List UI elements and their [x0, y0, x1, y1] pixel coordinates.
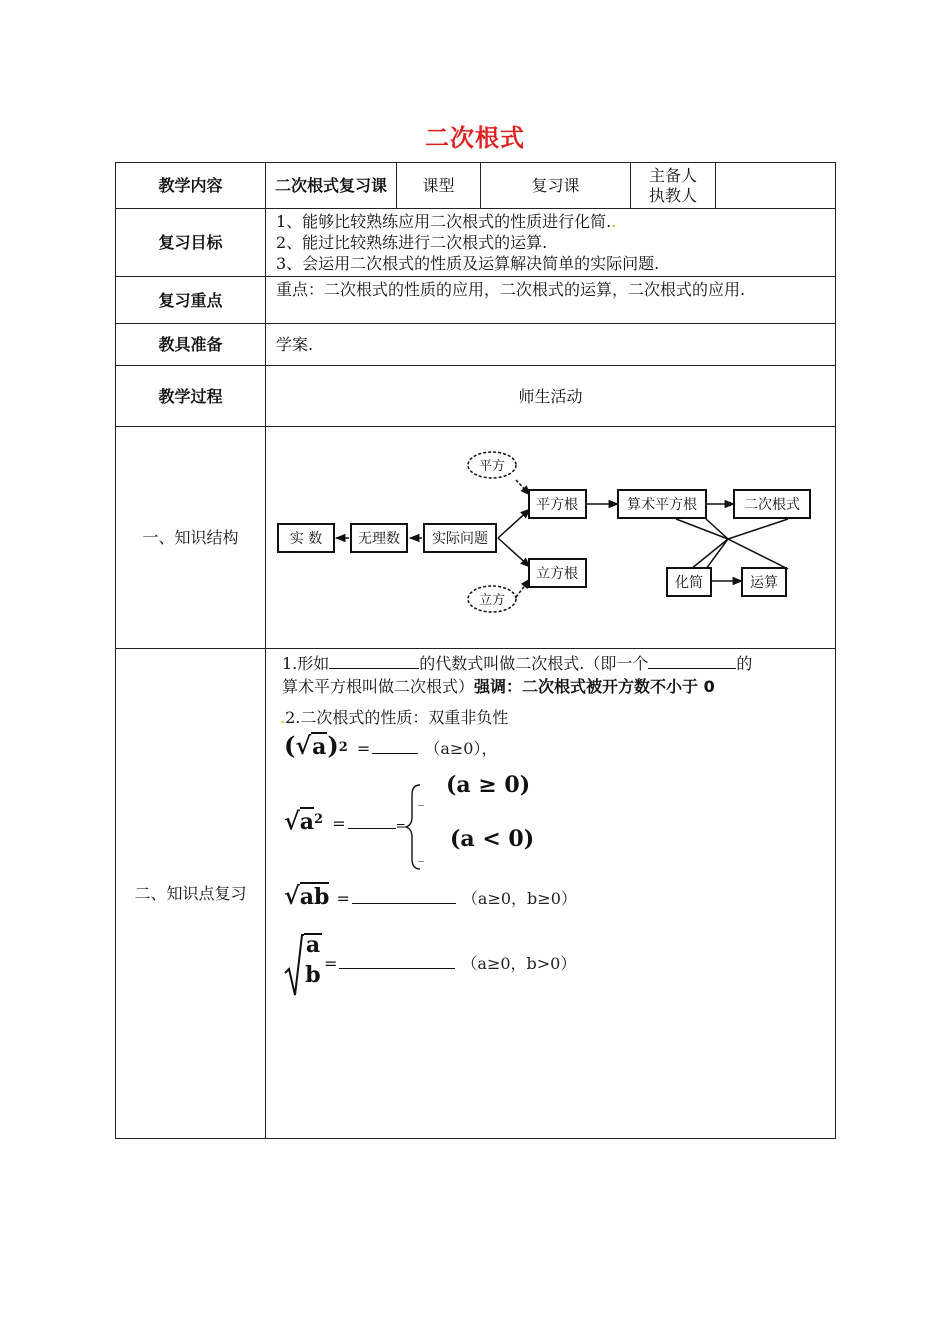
structure-diagram-cell: [266, 427, 836, 649]
formula-2: $√a^2$ = =: [284, 806, 406, 836]
goals-row: [116, 209, 836, 277]
case-2-dash: _: [418, 848, 424, 862]
person-labels: [631, 163, 716, 209]
materials-label: 教具准备: [116, 324, 266, 366]
lesson-topic: 二次根式复习课: [266, 163, 397, 209]
label-irrational-number: 无理数: [358, 531, 400, 547]
formula-2-blank: [348, 814, 396, 829]
label-practical-problem: 实际问题: [432, 531, 488, 547]
question-1-line-2: 算术平方根叫做二次根式）强调：二次根式被开方数不小于 0: [282, 677, 715, 696]
person-value: [716, 163, 836, 209]
label-square-root: 平方根: [536, 497, 578, 513]
lesson-type-label: 课型: [397, 163, 481, 209]
case-1-condition: (a ≥ 0): [446, 772, 531, 798]
process-row: [116, 366, 836, 427]
goals-content: [266, 209, 836, 277]
knowledge-structure-diagram: [266, 427, 834, 647]
formula-1-blank: [372, 739, 418, 754]
question-1-line-1: 1.形如 的代数式叫做二次根式.（即一个 的: [282, 654, 753, 673]
activity-label: 师生活动: [266, 366, 836, 427]
section2-label: 二、知识点复习: [116, 649, 266, 1139]
focus-row: [116, 277, 836, 324]
page-title: 二次根式: [425, 124, 525, 152]
formula-4-blank: [339, 954, 455, 969]
blank-2: [648, 654, 736, 669]
goal-item-1: 1、能够比较熟练应用二次根式的性质进行化简.: [276, 212, 612, 231]
materials-row: [116, 324, 836, 366]
section2-content: 1.形如 的代数式叫做二次根式.（即一个 的 算术平方根叫做二次根式）强调：二次根式被开方数不小于 0 .2.二次根式的性质：双重非负性 $(√a)^2 = (a\ge 0)$， $√a^2$ = = _ _ (a ≥ 0) (a < 0) √ab = （a≥0，b≥0） a b = （a≥0，b>0）: [266, 649, 836, 1139]
fraction-denominator: b: [305, 962, 321, 988]
label-arithmetic-square-root: 算术平方根: [627, 497, 697, 513]
case-1-dash: _: [418, 792, 424, 806]
fraction-numerator: a: [305, 932, 321, 958]
focus-text: 重点：二次根式的性质的应用，二次根式的运算，二次根式的应用.: [266, 277, 836, 324]
question-2: .2.二次根式的性质：双重非负性: [280, 708, 509, 727]
section1-row: [116, 427, 836, 649]
blank-1: [329, 654, 419, 669]
sqrt-sign-large: [284, 933, 304, 999]
materials-text: 学案.: [266, 324, 836, 366]
goal-item-2: 2、能过比较熟练进行二次根式的运算.: [276, 233, 548, 252]
lesson-plan-table: [115, 162, 836, 1139]
header-row: [116, 163, 836, 209]
emphasis-text: 强调：二次根式被开方数不小于 0: [474, 677, 715, 696]
lesson-type-value: 复习课: [481, 163, 631, 209]
label-simplify: 化简: [675, 575, 703, 591]
label-operation: 运算: [750, 575, 778, 591]
label-cube-root: 立方根: [536, 566, 578, 582]
label-quadratic-radical: 二次根式: [744, 497, 800, 513]
case-2-condition: (a < 0): [450, 826, 535, 852]
formula-3-blank: [352, 889, 456, 904]
teacher-label: 执教人: [648, 185, 697, 205]
section2-row: [116, 649, 836, 1139]
goal-item-1-mark: .: [611, 212, 617, 231]
preparer-label: 主备人: [648, 165, 697, 185]
process-label: 教学过程: [116, 366, 266, 427]
label-cube: 立方: [478, 593, 506, 608]
label-square: 平方: [478, 459, 506, 474]
goals-label: 复习目标: [116, 209, 266, 277]
section1-label: 一、知识结构: [116, 427, 266, 649]
formula-3: √ab = （a≥0，b≥0）: [284, 881, 577, 910]
label-real-number: 实 数: [289, 531, 323, 547]
formula-1: $(√a)^2 = (a\ge 0)$，: [284, 731, 498, 760]
teaching-content-label: 教学内容: [116, 163, 266, 209]
focus-label: 复习重点: [116, 277, 266, 324]
goal-item-3: 3、会运用二次根式的性质及运算解决简单的实际问题.: [276, 254, 660, 273]
